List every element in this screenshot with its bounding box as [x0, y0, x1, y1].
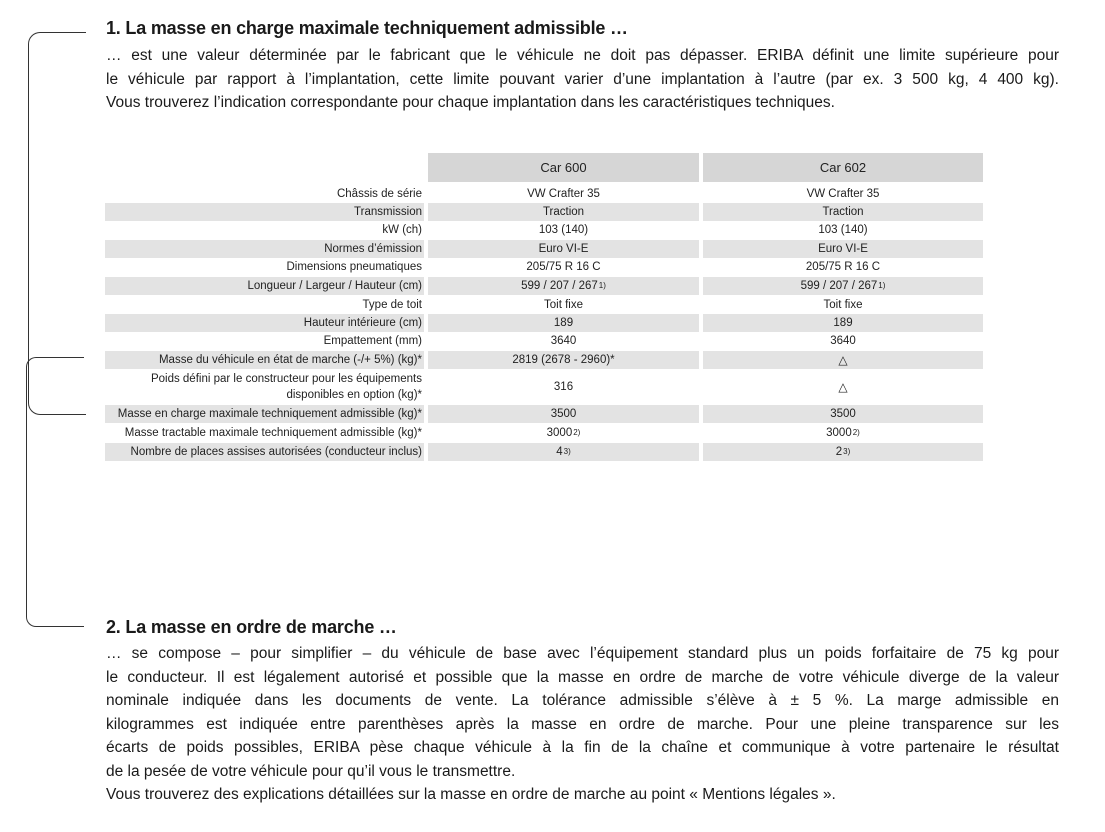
section-2-line: … se compose – pour simplifier – du véhicule de base avec l’équipement standard plus un poids forfaitaire de 75 kg pour: [106, 645, 1059, 662]
cell-car-602: [703, 351, 983, 369]
table-row: [105, 296, 983, 314]
cell-car-600: 599 / 207 / 267 1): [428, 277, 699, 295]
row-label: Type de toit: [362, 299, 422, 311]
table-row: [105, 332, 983, 350]
row-label: kW (ch): [382, 224, 422, 236]
cell-car-600: [428, 351, 699, 369]
section-2-paragraph: [106, 642, 1059, 807]
cell-value: 205/75 R 16 C: [526, 261, 601, 273]
table-row: [105, 221, 983, 239]
cell-value: VW Crafter 35: [527, 188, 600, 200]
cell-value: 316: [553, 381, 574, 393]
cell-value: 189: [553, 317, 574, 329]
section-1-heading: 1. La masse en charge maximale techniquement admissible …: [106, 18, 628, 38]
table-row: [105, 240, 983, 258]
cell-car-600: [428, 296, 699, 314]
cell-value: VW Crafter 35: [806, 188, 880, 200]
row-label: Masse en charge maximale techniquement admissible (kg)*: [105, 405, 424, 423]
cell-value: Euro VI-E: [818, 243, 868, 255]
cell-car-602: [703, 258, 983, 276]
cell-value: 4: [556, 446, 563, 458]
cell-value: 3640: [550, 335, 577, 347]
cell-car-600: [428, 203, 699, 221]
cell-value: 2819 (2678 - 2960)*: [512, 354, 615, 366]
table-row: [105, 405, 983, 423]
section-1-line: … est une valeur déterminée par le fabricant que le véhicule ne doit pas dépasser. ERIBA définit une limite supérieure pour: [106, 47, 1059, 64]
cell-value: △: [838, 353, 848, 367]
cell-value: 599 / 207 / 267: [521, 280, 598, 292]
section-1-line: le véhicule par rapport à l’implantation, cette limite pouvant varier d’une implantation à l’autre (par ex. 3 500 kg, 4 400 kg).: [106, 70, 1059, 88]
cell-car-600: [428, 314, 699, 332]
row-label: Hauteur intérieure (cm): [105, 314, 424, 332]
row-label: [105, 370, 424, 404]
cell-value: 3000: [826, 427, 852, 439]
cell-car-602: 599 / 207 / 267 1): [703, 277, 983, 295]
cell-car-602: [703, 370, 983, 404]
cell-car-602: [703, 405, 983, 423]
cell-car-600: 3000 2): [546, 427, 581, 439]
cell-car-602: [703, 314, 983, 332]
row-label-line: Poids défini par le constructeur pour les équipements: [150, 373, 422, 385]
cell-car-602: [703, 221, 983, 239]
cell-car-602: [703, 240, 983, 258]
cell-value: 189: [833, 317, 853, 329]
cell-car-602: [703, 332, 983, 350]
cell-car-600: [428, 185, 699, 203]
table-row: [105, 314, 983, 332]
cell-car-600: [428, 221, 699, 239]
row-label: Nombre de places assises autorisées (conducteur inclus): [105, 443, 424, 461]
table-row: [105, 424, 983, 442]
row-label: Transmission: [105, 203, 424, 221]
column-header-car-600: Car 600: [428, 153, 699, 182]
row-label: Masse tractable maximale techniquement admissible (kg)*: [124, 427, 422, 439]
row-label: Châssis de série: [336, 188, 422, 200]
row-label: Dimensions pneumatiques: [286, 261, 422, 273]
table-row: [105, 370, 983, 404]
cell-value: Toit fixe: [544, 299, 583, 311]
cell-car-602: [703, 185, 983, 203]
table-row: [105, 443, 983, 461]
cell-value: Euro VI-E: [538, 243, 589, 255]
section-2-line: kilogrammes est indiquée entre parenthèses après la masse en ordre de marche. Pour une pleine transparence sur les: [106, 715, 1059, 733]
cell-value: 2: [835, 446, 843, 458]
table-row: [105, 185, 983, 203]
cell-value: Traction: [542, 206, 585, 218]
row-label: Longueur / Largeur / Hauteur (cm): [105, 277, 424, 295]
bracket-section-2: [26, 357, 84, 627]
cell-value: 3500: [550, 408, 577, 420]
cell-car-600: [428, 240, 699, 258]
cell-car-602: [703, 203, 983, 221]
section-2-line: écarts de poids possibles, ERIBA pèse chaque véhicule à la fin de la chaîne et communique à votre partenaire le résultat: [106, 739, 1059, 756]
cell-value: 3000: [546, 427, 573, 439]
section-2-line: nominale indiquée dans les documents de vente. La tolérance admissible s’élève à ± 5 %. La marge admissible en: [106, 692, 1059, 709]
row-label: Masse du véhicule en état de marche (-/+ 5%) (kg)*: [105, 351, 424, 369]
table-row: [105, 277, 983, 295]
cell-car-600: 4 3): [428, 443, 699, 461]
cell-car-600: [428, 405, 699, 423]
cell-value: 103 (140): [818, 224, 868, 236]
cell-car-600: [428, 258, 699, 276]
cell-car-602: 3000 2): [826, 427, 860, 439]
cell-value: 103 (140): [538, 224, 589, 236]
cell-car-602: [703, 296, 983, 314]
cell-value: 3640: [830, 335, 856, 347]
cell-car-602: 2 3): [703, 443, 983, 461]
row-label: Empattement (mm): [323, 335, 422, 347]
row-label: Normes d’émission: [105, 240, 424, 258]
cell-car-600: [428, 370, 699, 404]
cell-car-600: [428, 332, 699, 350]
table-row: [105, 203, 983, 221]
cell-value: 599 / 207 / 267: [800, 280, 878, 292]
cell-value: Toit fixe: [823, 299, 863, 311]
cell-value: 3500: [830, 408, 856, 420]
column-header-car-602: Car 602: [703, 153, 983, 182]
section-1-paragraph: [106, 44, 1059, 115]
section-1-line: Vous trouverez l’indication correspondante pour chaque implantation dans les caractéristiques techniques.: [106, 94, 835, 111]
cell-value: 205/75 R 16 C: [805, 261, 881, 273]
table-row: [105, 351, 983, 369]
row-label-line: disponibles en option (kg)*: [286, 389, 422, 401]
cell-value: △: [838, 380, 848, 394]
section-2-line: le conducteur. Il est légalement autorisé et possible que la masse en ordre de marche de votre véhicule diverge de la valeur: [106, 668, 1059, 686]
section-2-heading: 2. La masse en ordre de marche …: [106, 617, 397, 637]
section-2-line: Vous trouverez des explications détaillées sur la masse en ordre de marche au point « Mentions légales ».: [106, 786, 836, 803]
table-row: [105, 258, 983, 276]
section-2-line: de la pesée de votre véhicule pour qu’il vous le transmettre.: [106, 762, 516, 780]
cell-value: Traction: [822, 206, 864, 218]
